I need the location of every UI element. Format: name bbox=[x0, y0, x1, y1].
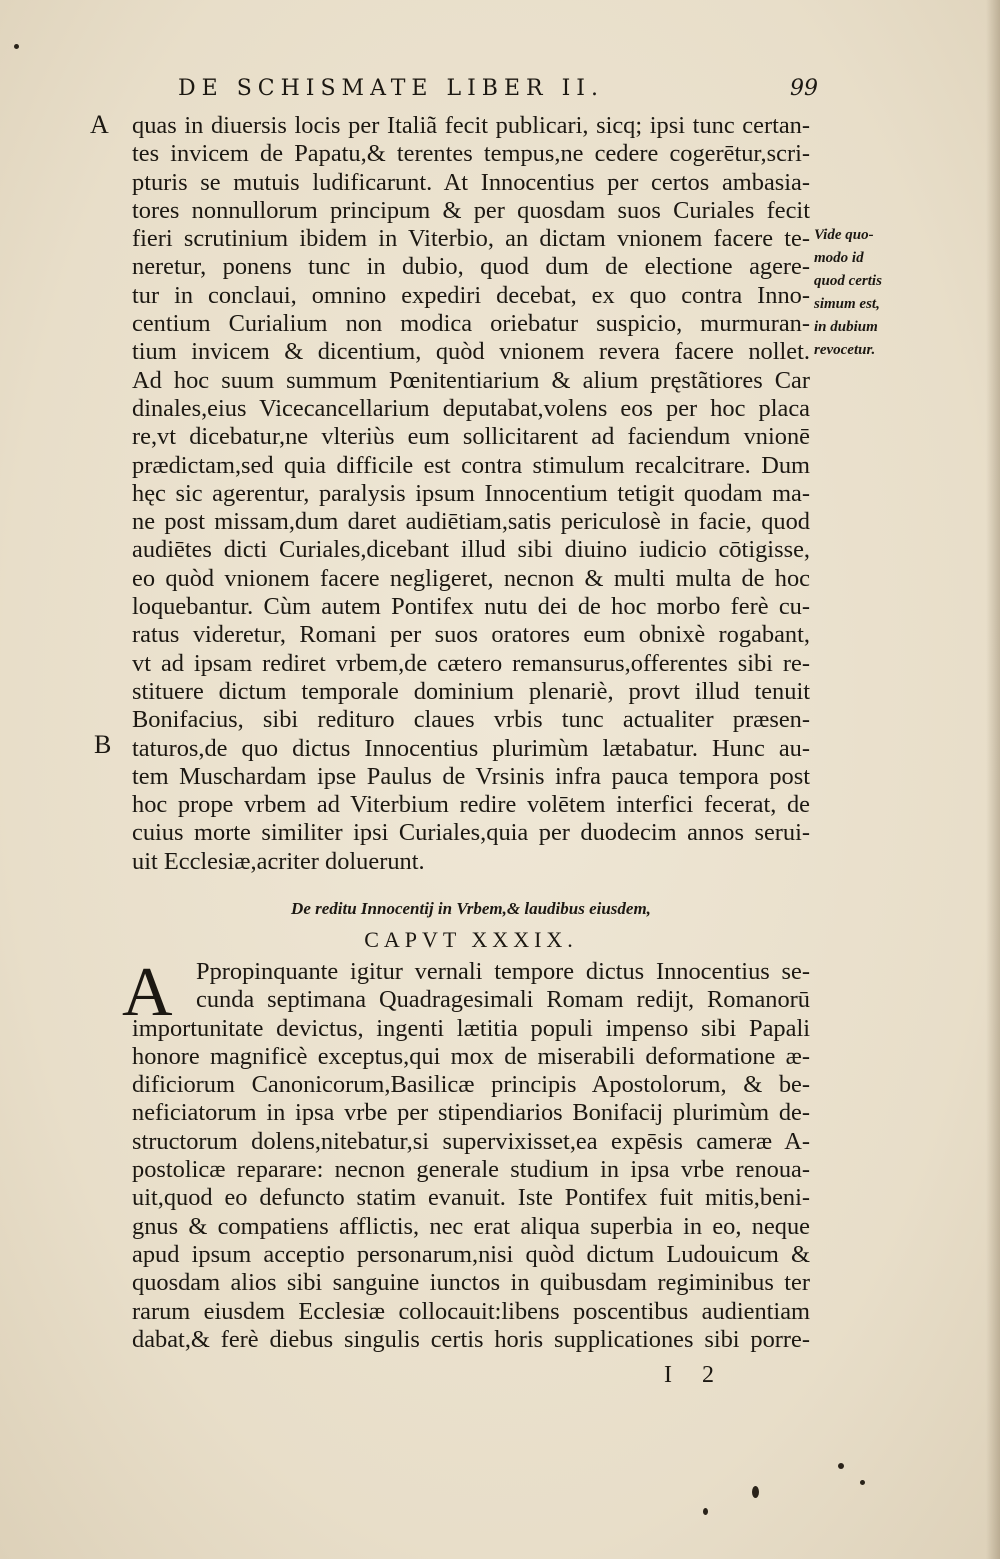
text-line: fieri scrutinium ibidem in Viterbio, an dictam vnionem facere te- bbox=[132, 225, 810, 253]
ink-speck bbox=[14, 44, 19, 49]
marginal-line: in dubium bbox=[814, 319, 878, 335]
marginal-note bbox=[814, 224, 914, 362]
text-line: re,vt dicebatur,ne vlteriùs eum sollicitarent ad faciendum vnionē bbox=[132, 423, 810, 451]
ink-speck bbox=[752, 1486, 759, 1498]
text-line: stituere dictum temporale dominium plenariè, provt illud tenuit bbox=[132, 677, 810, 705]
text-line: audiētes dicti Curiales,dicebant illud sibi diuino iudicio cōtigisse, bbox=[132, 536, 810, 564]
ink-speck bbox=[703, 1508, 708, 1515]
text-line: vt ad ipsam rediret vrbem,de cætero remansurus,offerentes sibi re- bbox=[132, 649, 810, 677]
text-line: tem Muschardam ipse Paulus de Vrsinis infra pauca tempora post bbox=[132, 762, 810, 790]
text-line: tores nonnullorum principum & per quosdam suos Curiales fecit bbox=[132, 196, 810, 224]
text-line: quosdam alios sibi sanguine iunctos in quibusdam regiminibus ter bbox=[132, 1269, 810, 1297]
text-line: honore magnificè exceptus,qui mox de miserabili deformatione æ- bbox=[132, 1042, 810, 1070]
running-head-title: DE SCHISMATE LIBER II. bbox=[178, 76, 604, 101]
text-line: dinales,eius Vicecancellarium deputabat,volens eos per hoc placa bbox=[132, 394, 810, 422]
text-line: tes invicem de Papatu,& terentes tempus,ne cedere cogerētur,scri- bbox=[132, 140, 810, 168]
paragraph-1 bbox=[132, 112, 810, 876]
text-line: dabat,& ferè diebus singulis certis horis supplicationes sibi porre- bbox=[132, 1325, 810, 1353]
text-line: taturos,de quo dictus Innocentius plurimùm lætabatur. Hunc au- bbox=[132, 734, 810, 762]
text-line: cuius morte similiter ipsi Curiales,quia per duodecim annos serui- bbox=[132, 819, 810, 847]
text-line: dificiorum Canonicorum,Basilicæ principis Apostolorum, & be- bbox=[132, 1071, 810, 1099]
text-line: quas in diuersis locis per Italiã fecit publicari, sicq; ipsi tunc certan- bbox=[132, 112, 810, 139]
text-line: hęc sic agerentur, paralysis ipsum Innocentium tetigit quodam ma- bbox=[132, 479, 810, 507]
ink-speck bbox=[860, 1480, 865, 1485]
text-line: pturis se mutuis ludificarunt. At Innocentius per certos ambasia- bbox=[132, 168, 810, 196]
text-line: loquebantur. Cùm autem Pontifex nutu dei de hoc morbo ferè cu- bbox=[132, 593, 810, 621]
text-line: ne post missam,dum daret audiētiam,satis periculosè in facie, quod bbox=[132, 508, 810, 536]
text-line: postolicæ reparare: necnon generale studium in ipsa vrbe renoua- bbox=[132, 1156, 810, 1184]
text-line: cunda septimana Quadragesimali Romam redijt, Romanorū bbox=[196, 986, 810, 1014]
chapter-body bbox=[132, 958, 810, 1354]
chapter-subtitle: De reditu Innocentij in Vrbem,& laudibus eiusdem, bbox=[291, 899, 651, 918]
text-line: Bonifacius, sibi redituro claues vrbis tunc actualiter præsen- bbox=[132, 706, 810, 734]
running-head bbox=[178, 76, 818, 110]
text-line: structorum dolens,nitebatur,si supervixisset,ea expēsis cameræ A- bbox=[132, 1127, 810, 1155]
chapter-title: CAPVT XXXIX. bbox=[364, 927, 578, 952]
ink-speck bbox=[838, 1463, 844, 1469]
text-line: rarum eiusdem Ecclesiæ collocauit:libens poscentibus audientiam bbox=[132, 1297, 810, 1325]
text-line: uit,quod eo defuncto statim evanuit. Iste Pontifex fuit mitis,beni- bbox=[132, 1184, 810, 1212]
text-line: prædictam,sed quia difficile est contra stimulum recalcitrare. Dum bbox=[132, 451, 810, 479]
text-line: Ad hoc suum summum Pœnitentiarium & alium pręstãtiores Car bbox=[132, 366, 810, 394]
text-line: ratus videretur, Romani per suos oratores eum obnixè rogabant, bbox=[132, 621, 810, 649]
page-number: 99 bbox=[790, 76, 818, 101]
text-line: hoc prope vrbem ad Viterbium redire volētem interfici fecerat, de bbox=[132, 791, 810, 819]
text-line: gnus & compatiens afflictis, nec erat aliqua superbia in eo, neque bbox=[132, 1212, 810, 1240]
text-line: tur in conclaui, omnino expediri decebat, ex quo contra Inno- bbox=[132, 281, 810, 309]
marginal-line: simum est, bbox=[814, 296, 880, 312]
marginal-line: modo id bbox=[814, 250, 864, 266]
marginal-line: quod certis bbox=[814, 273, 882, 289]
marginal-line: revocetur. bbox=[814, 342, 876, 358]
section-letter-a: A bbox=[90, 110, 109, 139]
section-letter-b: B bbox=[94, 730, 112, 759]
marginal-line: Vide quo- bbox=[814, 227, 874, 243]
text-line: centium Curialium non modica oriebatur suspicio, murmuran- bbox=[132, 310, 810, 338]
signature-mark: I 2 bbox=[664, 1362, 726, 1388]
text-line: Ppropinquante igitur vernali tempore dictus Innocentius se- bbox=[196, 958, 810, 985]
text-line: neretur, ponens tunc in dubio, quod dum de electione agere- bbox=[132, 253, 810, 281]
text-line: apud ipsum acceptio personarum,nisi quòd dictum Ludouicum & bbox=[132, 1240, 810, 1268]
text-line: tium invicem & dicentium, quòd vnionem revera facere nollet. bbox=[132, 338, 810, 366]
text-line: importunitate devictus, ingenti lætitia populi impenso sibi Papali bbox=[132, 1014, 810, 1042]
text-line: eo quòd vnionem facere negligeret, necnon & multi multa de hoc bbox=[132, 564, 810, 592]
drop-cap: A bbox=[122, 954, 173, 1031]
page-edge-shadow bbox=[986, 0, 1000, 1559]
text-line: neficiatorum in ipsa vrbe per stipendiarios Bonifacij plurimùm de- bbox=[132, 1099, 810, 1127]
text-line: uit Ecclesiæ,acriter doluerunt. bbox=[132, 847, 425, 875]
